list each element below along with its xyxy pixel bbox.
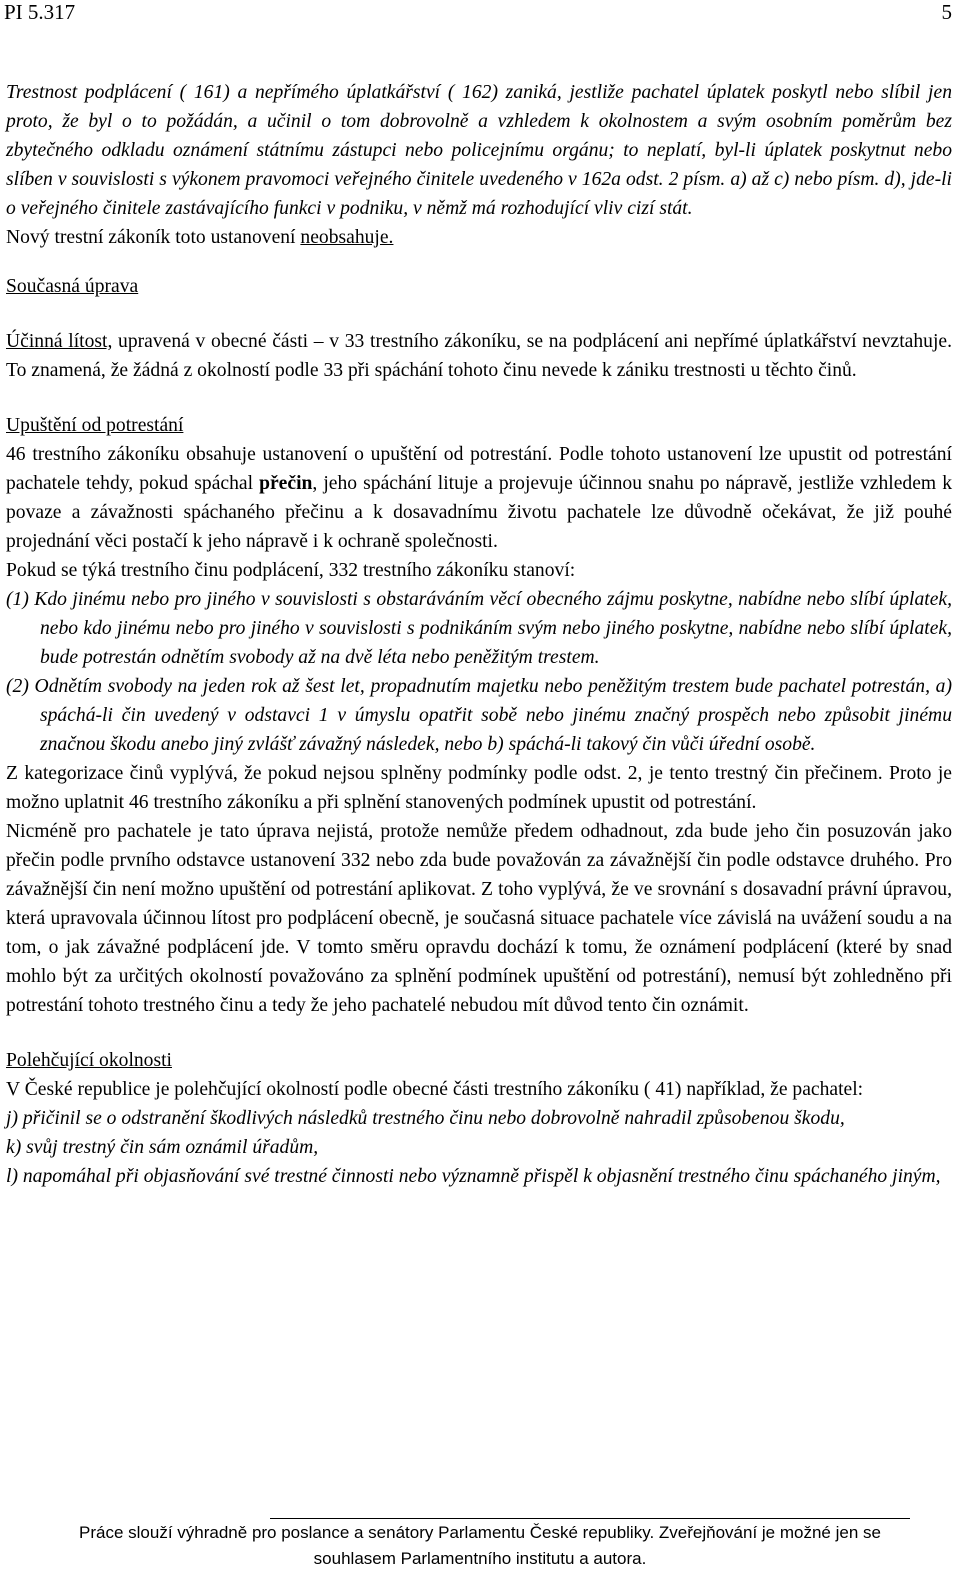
quote-odstavec-2: (2) Odnětím svobody na jeden rok až šest let, propadnutím majetku nebo peněžitým trestem bude pachatel potrestán, a) spáchá-li čin uvedený v odstavci 1 v úmyslu opatřit sobě nebo jinému značný prospěch nebo způsobit jinému značnou škodu anebo jiný zvlášť závažný následek, nebo b) spáchá-li takový čin vůči úřední osobě. (6, 676, 952, 755)
paragraph-trestnost: Trestnost podplácení ( 161) a nepřímého úplatkářství ( 162) zaniká, jestliže pachatel úplatek poskytl nebo slíbil jen proto, že byl o to požádán, a učinil o tom dobrovolně a vzhledem k okolnostem a svým osobním poměrům bez zbytečného odkladu oznámení státnímu zástupci nebo policejnímu orgánu; to neplatí, byl-li úplatek poskytnut nebo slíben v souvislosti s výkonem pravomoci veřejného činitele uvedeného v 162a odst. 2 písm. a) až c) nebo písm. d), jde-li o veřejného činitele zastávajícího funkci v podniku, v němž má rozhodující vliv cizí stát. (6, 82, 952, 219)
bold-text: přečin (259, 473, 313, 494)
text-span: 46 trestního zákoníku obsahuje ustanovení o upuštění od potrestání. Podle tohoto ustanovení lze upustit od potrestání pachatele tehdy, pokud spáchal (6, 444, 952, 494)
list-item-j: j) přičinil se o odstranění škodlivých následků trestného činu nebo dobrovolně nahradil způsobenou škodu, (6, 1108, 845, 1129)
section-heading-soucasna-uprava: Současná úprava (6, 276, 139, 297)
section-heading-polehcujici: Polehčující okolnosti (6, 1050, 172, 1071)
underlined-text: Účinná lítost, (6, 331, 113, 352)
text-span: upravená v obecné části – v 33 trestního zákoníku, se na podplácení ani nepřímé úplatkářství nevztahuje. To znamená, že žádná z okolností podle 33 při spáchání tohoto činu nevede k zániku trestnosti u těchto činů. (6, 331, 953, 381)
text-span: Nový trestní zákoník toto ustanovení (6, 227, 301, 248)
header-document-id: PI 5.317 (4, 0, 76, 24)
paragraph-nicmene: Nicméně pro pachatele je tato úprava nejistá, protože nemůže předem odhadnout, zda bude jeho čin posuzován jako přečin podle prvního odstavce ustanovení 332 nebo zda bude považován za závažnější čin podle odstavce druhého. Pro závažnější čin není možno upuštění od potrestání aplikovat. Z toho vyplývá, že ve srovnání s dosavadní právní úpravou, která upravovala účinnou lítost pro podplácení obecně, je současná situace pachatele více závislá na uvážení soudu a na tom, o jak závažné podplácení jde. V tomto směru opravdu dochází k tomu, že oznámení podplácení (které by snad mohlo být za určitých okolností považováno za splnění podmínek upuštění od potrestání), nemusí být zohledněno při potrestání tohoto trestného činu a tedy že jeho pachatelé nebudou mít důvod tento čin oznámit. (6, 821, 952, 1016)
underlined-text: neobsahuje. (300, 227, 394, 248)
paragraph-novy-zakonik (6, 223, 952, 252)
paragraph-upusteni (6, 440, 952, 556)
footer-divider (270, 1518, 910, 1519)
page-footer (0, 1520, 960, 1572)
paragraph-kategorizace: Z kategorizace činů vyplývá, že pokud nejsou splněny podmínky podle odst. 2, je tento trestný čin přečinem. Proto je možno uplatnit 46 trestního zákoníku a při splnění stanovených podmínek upustit od potrestání. (6, 763, 952, 813)
footer-line-2: souhlasem Parlamentního institutu a autora. (313, 1549, 647, 1568)
list-item-l: l) napomáhal při objasňování své trestné činnosti nebo významně přispěl k objasnění trestného činu spáchaného jiným, (6, 1166, 941, 1187)
document-body (6, 78, 952, 1191)
section-heading-upusteni: Upuštění od potrestání (6, 415, 184, 436)
list-item-k: k) svůj trestný čin sám oznámil úřadům, (6, 1137, 319, 1158)
paragraph-podplaceni-332: Pokud se týká trestního činu podplácení, 332 trestního zákoníku stanoví: (6, 560, 576, 581)
quote-odstavec-1: (1) Kdo jinému nebo pro jiného v souvislosti s obstaráváním věcí obecného zájmu poskytne, nabídne nebo slíbí úplatek, nebo kdo jinému nebo pro jiného v souvislosti s podnikáním svým nebo jiného poskytne, nabídne nebo slíbí úplatek, bude potrestán odnětím svobody až na dvě léta nebo peněžitým trestem. (6, 589, 952, 668)
paragraph-ucinna-litost (6, 327, 952, 385)
text-span: , jeho spáchání lituje a projevuje účinnou snahu po nápravě, jestliže vzhledem k povaze a závažnosti spáchaného přečinu a k dosavadnímu životu pachatele lze důvodně očekávat, že již pouhé projednání věci postačí k jeho nápravě i k ochraně společnosti. (6, 473, 952, 552)
header-page-number: 5 (941, 0, 952, 24)
paragraph-polehcujici: V České republice je polehčující okolností podle obecné části trestního zákoníku ( 41) například, že pachatel: (6, 1079, 864, 1100)
footer-line-1: Práce slouží výhradně pro poslance a senátory Parlamentu České republiky. Zveřejňování je možné jen se (79, 1523, 881, 1542)
